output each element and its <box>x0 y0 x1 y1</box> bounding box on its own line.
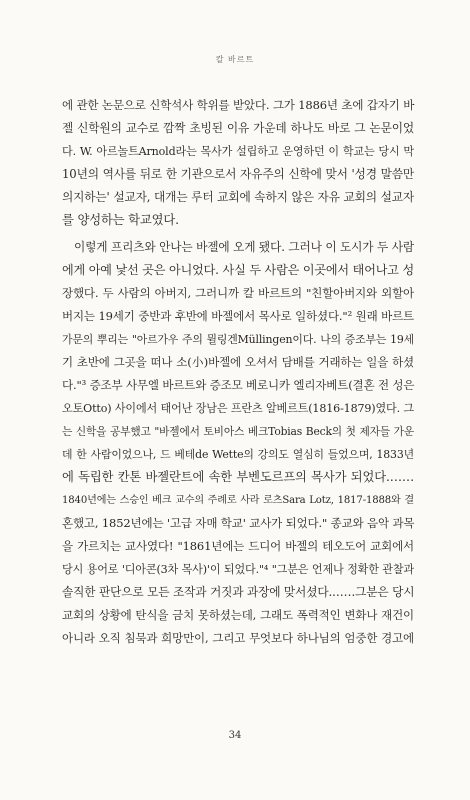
text-line: 는 신학을 공부했고 "바젤에서 토비아스 베크Tobias Beck의 첫 제자들 가운 <box>62 425 414 438</box>
text-line: 을 가르치는 교사였다! "1861년에는 드디어 바젤의 테오도어 교회에서 <box>62 539 414 553</box>
text-line: 데 한 사람이었으나, 드 베테de Wette의 강의도 열심히 들었으며, 1833년 <box>62 448 414 461</box>
text-line: 혼했고, 1852년에는 '고급 자매 학교' 교사가 되었다." 종교와 음악 과목 <box>62 516 415 530</box>
text-line: 10년의 역사를 뒤로 한 기관으로서 자유주의 신학에 맞서 '성경 말씀만 <box>62 167 414 181</box>
text-line: 오토Otto) 사이에서 태어난 장남은 프란츠 알베르트(1816-1879)였다. 그 <box>62 402 414 415</box>
text-line: 버지는 19세기 중반과 후반에 바젤에서 목사로 일하셨다."² 원래 바르트 <box>62 309 414 323</box>
text-line: 장했다. 두 사람의 아버지, 그러니까 칼 바르트의 "친할아버지와 외할아 <box>62 286 414 300</box>
text-line: 교회의 상황에 탄식을 금치 못하셨는데, 그래도 폭력적인 변화나 재건이 <box>62 608 414 622</box>
body-text <box>62 94 414 650</box>
page-number: 34 <box>228 730 242 741</box>
text-line: 의지하는' 설교자, 대개는 루터 교회에 속하지 않은 자유 교회의 설교자 <box>62 190 414 204</box>
text-line: 솔직한 판단으로 모든 조작과 거짓과 과장에 맞서셨다.……그분은 당시 <box>62 585 415 599</box>
text-line: 당시 용어로 '디아콘(3차 목사)'이 되었다."⁴ "그분은 언제나 정확한 관찰과 <box>62 563 414 576</box>
text-line: 가문의 뿌리는 "아르가우 주의 뮐링겐Müllingen이다. 나의 증조부는 19세 <box>62 333 414 346</box>
text-line: 이렇게 프리츠와 안나는 바젤에 오게 됐다. 그러나 이 도시가 두 사람 <box>74 240 415 254</box>
text-line: 다."³ 증조부 사무엘 바르트와 증조모 베로니카 엘리자베트(결혼 전 성은 <box>62 378 415 392</box>
paragraph-2 <box>62 236 414 650</box>
text-line: 젤 신학원의 교수로 깜짝 초빙된 이유 가운데 하나도 바로 그 논문이었 <box>62 121 414 135</box>
text-line: 에 관한 논문으로 신학석사 학위를 받았다. 그가 1886년 초에 갑자기 바 <box>62 98 415 112</box>
text-line: 를 양성하는 학교였다. <box>62 213 179 227</box>
text-line: 기 초반에 그곳을 떠나 소(小)바젤에 오셔서 담배를 거래하는 일을 하셨 <box>62 355 414 369</box>
running-head: 칼 바르트 <box>215 55 255 64</box>
text-line: 에게 아예 낯선 곳은 아니었다. 사실 두 사람은 이곳에서 태어나고 성 <box>62 263 415 277</box>
text-line: 아니라 오직 침묵과 희망만이, 그리고 무엇보다 하나님의 엄중한 경고에 <box>62 631 414 645</box>
paragraph-1 <box>62 94 414 232</box>
text-line: 1840년에는 스승인 베크 교수의 주례로 사라 로츠Sara Lotz, 1817-1888와 결 <box>62 495 414 506</box>
text-line: 다. W. 아르놀트Arnold라는 목사가 설립하고 운영하던 이 학교는 당시 막 <box>62 145 414 158</box>
text-line: 에 독립한 칸톤 바젤란트에 속한 부벤도르프의 목사가 되었다.…… <box>62 470 414 484</box>
